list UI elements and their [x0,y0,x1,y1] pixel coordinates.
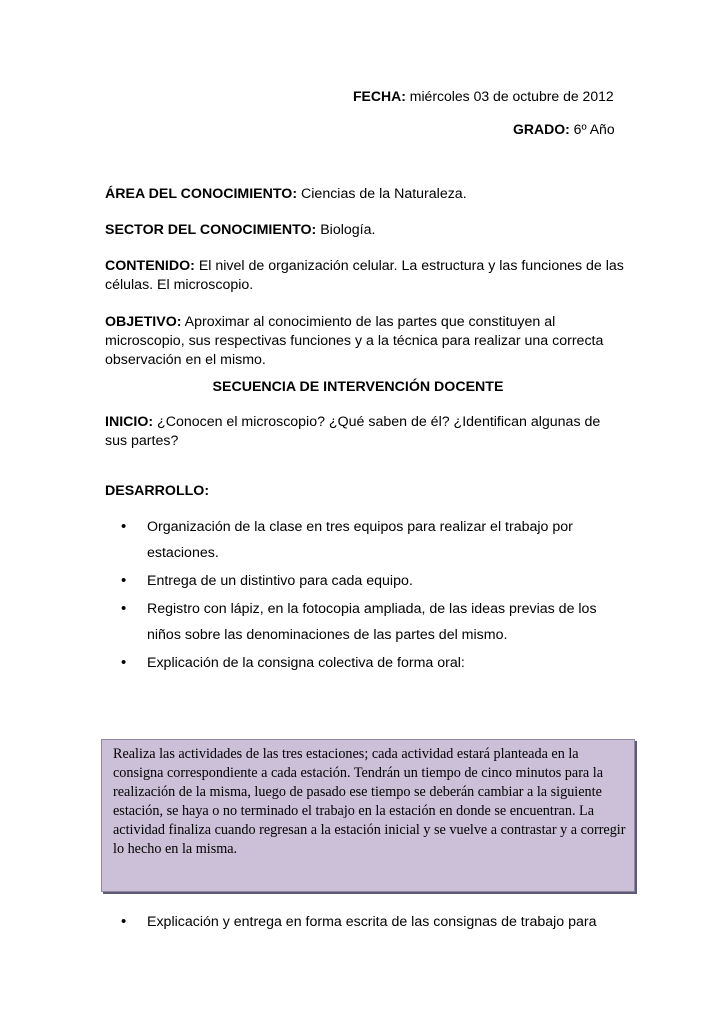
list-item [105,514,625,566]
desarrollo-heading: DESARROLLO: [105,483,210,499]
list-item-text: Explicación de la consigna colectiva de forma oral: [147,655,465,671]
list-item-text: Registro con lápiz, en la fotocopia ampliada, de las ideas previas de los niños sobre las denominaciones de las partes del mismo. [147,601,597,643]
area-field [105,185,625,204]
contenido-value: El nivel de organización celular. La estructura y las funciones de las células. El microscopio. [105,258,624,293]
objetivo-field [105,313,625,370]
fecha-value: miércoles 03 de octubre de 2012 [409,88,614,104]
bullet-dot-icon: • [121,572,127,589]
inicio-label: INICIO: [105,414,154,430]
bullet-dot-icon: • [121,600,127,617]
bullet-dot-icon: • [121,913,127,930]
desarrollo-list-continued [105,909,625,935]
list-item-text: Entrega de un distintivo para cada equipo. [147,573,413,589]
inicio-field [105,413,625,451]
list-item [105,909,625,935]
bullet-dot-icon: • [121,518,127,535]
fecha-label: FECHA: [353,88,406,104]
area-value: Ciencias de la Naturaleza. [301,186,467,202]
contenido-label: CONTENIDO: [105,258,195,274]
area-label: ÁREA DEL CONOCIMIENTO: [105,186,298,202]
date-line [353,88,614,104]
grade-line [513,121,615,137]
inicio-value: ¿Conocen el microscopio? ¿Qué saben de él? ¿Identifican algunas de sus partes? [105,414,601,449]
list-item-text: Organización de la clase en tres equipos para realizar el trabajo por estaciones. [147,519,573,561]
sector-field [105,221,625,240]
consigna-box: Realiza las actividades de las tres estaciones; cada actividad estará planteada en la consigna correspondiente a cada estación. Tendrán un tiempo de cinco minutos para la realización de la misma, luego de pasado ese tiempo se deberán cambiar a la siguiente estación, se haya o no terminado el trabajo en la estación en donde se encuentran. La actividad finaliza cuando regresan a la estación inicial y se vuelve a contrastar y a corregir lo hecho en la misma. [101,739,635,892]
objetivo-value: Aproximar al conocimiento de las partes que constituyen al microscopio, sus respectivas funciones y a la técnica para realizar una correcta observación en el mismo. [105,314,604,368]
section-title-text: SECUENCIA DE INTERVENCIÓN DOCENTE [212,379,504,395]
sector-label: SECTOR DEL CONOCIMIENTO: [105,222,317,238]
desarrollo-list [105,514,625,678]
objetivo-label: OBJETIVO: [105,314,182,330]
grado-value: 6º Año [573,121,615,137]
bullet-dot-icon: • [121,654,127,671]
list-item [105,650,625,676]
sector-value: Biología. [320,222,376,238]
list-item [105,596,625,648]
section-title [0,379,728,395]
list-item-text: Explicación y entrega en forma escrita de las consignas de trabajo para [147,914,597,930]
list-item [105,568,625,594]
contenido-field [105,257,625,295]
grado-label: GRADO: [513,121,570,137]
